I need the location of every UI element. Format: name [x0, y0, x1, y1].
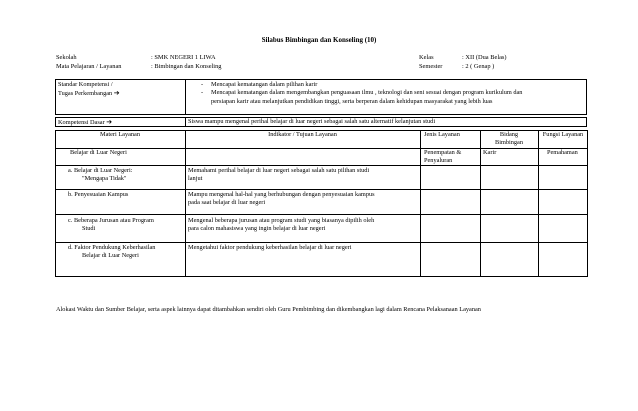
sekolah-label: Sekolah [56, 54, 77, 61]
row-divider-c [55, 242, 588, 243]
kompetensi-divider [185, 117, 186, 127]
standar-divider [185, 79, 186, 115]
row-divider-group [55, 165, 588, 166]
row-c-label-1: c. Beberapa Jurusan atau Program [68, 217, 154, 224]
standar-item-2a: Mencapai kematangan dalam mengembangkan penguasaan ilmu , teknologi dan seni sesuai dengan program kurikulum dan [211, 89, 523, 96]
group-fungsi: Pemahaman [547, 149, 578, 156]
row-b-label-1: b. Penyesuaian Kampus [68, 191, 129, 198]
mapel-label: Mata Pelajaran / Layanan [56, 63, 122, 70]
sekolah-value: : SMK NEGERI 1 LIWA [151, 54, 216, 61]
header-materi: Materi Layanan [99, 131, 141, 138]
standar-bullet-2: - [201, 89, 204, 96]
standar-label-2: Tugas Perkembangan ➔ [58, 89, 120, 97]
row-divider-b [55, 214, 588, 215]
col-divider-1 [185, 130, 186, 277]
kelas-label: Kelas [419, 54, 434, 61]
standar-item-2b: persiapan karir atau melanjutkan pendidikan tinggi, serta berperan dalam kehidupan masyarakat yang lebih luas [211, 98, 493, 105]
row-a-ind-1: Memahami perihal belajar di luar negeri sebagai salah satu pilihan studi [188, 167, 370, 174]
header-bidang-1: Bidang [499, 131, 519, 138]
header-fungsi: Fungsi Layanan [542, 131, 584, 138]
row-divider-header [55, 148, 588, 149]
standar-item-1: Mencapai kematangan dalam pilihan karir [211, 81, 318, 88]
kelas-value: : XII (Dua Belas) [462, 54, 507, 61]
row-d-ind-1: Mengetahui faktor pendukung keberhasilan belajar di luar negeri [188, 244, 352, 251]
group-materi: Belajar di Luar Negeri [70, 149, 127, 156]
row-a-label-2: "Mengapa Tidak" [82, 175, 127, 182]
kompetensi-label: Kompetensi Dasar ➔ [58, 117, 113, 126]
row-c-ind-2: para calon mahasiswa yang ingin belajar di luar negeri [188, 225, 326, 232]
mapel-value: : Bimbingan dan Konseling [151, 63, 222, 70]
page-title: Silabus Bimbingan dan Konseling (10) [261, 36, 377, 44]
row-c-label-2: Studi [82, 225, 96, 232]
col-divider-2 [420, 130, 421, 277]
standar-label-1: Standar Kompetensi / [58, 81, 113, 88]
row-b-ind-2: pada saat belajar di luar negeri [188, 199, 266, 206]
row-d-label-2: Belajar di Luar Negeri [82, 252, 139, 259]
footer-note: Alokasi Waktu dan Sumber Belajar, serta aspek lainnya dapat ditambahkan sendiri oleh Guru Pembimbing dan dikembangkan lagi dalam Rencana Pelaksanaan Layanan [56, 306, 481, 313]
right-arrow-icon: ➔ [106, 117, 113, 126]
standar-bullet-1: - [201, 81, 204, 88]
right-arrow-icon: ➔ [113, 89, 120, 97]
header-bidang-2: Bimbingan [495, 139, 523, 146]
header-jenis: Jenis Layanan [424, 131, 460, 138]
group-jenis-1: Penempatan & [424, 149, 462, 156]
header-indikator: Indikator / Tujuan Layanan [268, 131, 337, 138]
semester-label: Semester [419, 63, 443, 70]
col-divider-4 [538, 130, 539, 277]
row-b-ind-1: Mampu mengenal hal-hal yang berhubungan dengan penyesuaian kampus [188, 191, 375, 198]
row-c-ind-1: Mengenal beberapa jurusan atau program studi yang biasanya dipilih oleh [188, 217, 375, 224]
row-a-ind-2: lanjut [188, 175, 203, 182]
row-divider-a [55, 189, 588, 190]
row-d-label-1: d. Faktor Pendukung Keberhasilan [68, 244, 156, 251]
kompetensi-value: Siswa mampu mengenal perihal belajar di luar negeri sebagai salah satu alternatif kelanjutan studi [188, 117, 436, 125]
col-divider-3 [480, 130, 481, 277]
semester-value: : 2 ( Genap ) [462, 63, 495, 70]
group-jenis-2: Penyaluran [424, 157, 453, 164]
group-bidang: Karir [483, 149, 497, 156]
row-a-label-1: a. Belajar di Luar Negeri: [68, 167, 133, 174]
